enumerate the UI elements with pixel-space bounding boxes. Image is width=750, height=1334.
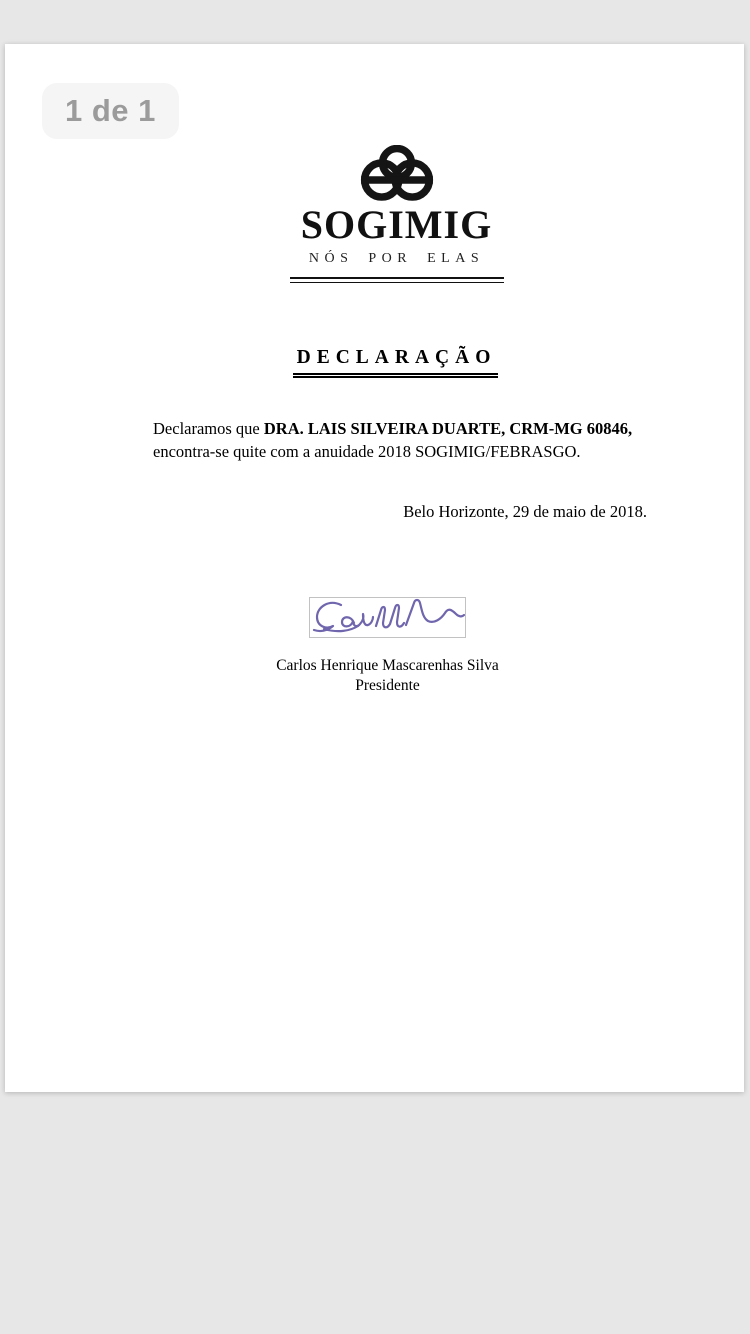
logo-divider bbox=[290, 277, 504, 283]
logo-wordmark: SOGIMIG bbox=[300, 202, 493, 247]
sogimig-rings-icon bbox=[353, 145, 441, 201]
signatory-role: Presidente bbox=[355, 677, 420, 694]
organization-logo bbox=[5, 145, 744, 283]
body-line2: encontra-se quite com a anuidade 2018 SOGIMIG/FEBRASGO. bbox=[153, 441, 581, 461]
date-line: Belo Horizonte, 29 de maio de 2018. bbox=[403, 502, 647, 521]
document-page bbox=[5, 44, 744, 1092]
body-lead: Declaramos que bbox=[153, 419, 264, 438]
page-indicator-badge bbox=[42, 83, 179, 139]
page-indicator-label: 1 de 1 bbox=[65, 93, 156, 128]
signatory-name: Carlos Henrique Mascarenhas Silva bbox=[276, 657, 499, 674]
document-title: DECLARAÇÃO bbox=[293, 347, 499, 378]
signature-icon bbox=[310, 598, 465, 637]
logo-tagline: NÓS POR ELAS bbox=[308, 251, 485, 266]
declaration-body bbox=[153, 418, 673, 463]
signature-box bbox=[309, 597, 466, 638]
body-emphasis: DRA. LAIS SILVEIRA DUARTE, CRM-MG 60846, bbox=[263, 419, 633, 438]
